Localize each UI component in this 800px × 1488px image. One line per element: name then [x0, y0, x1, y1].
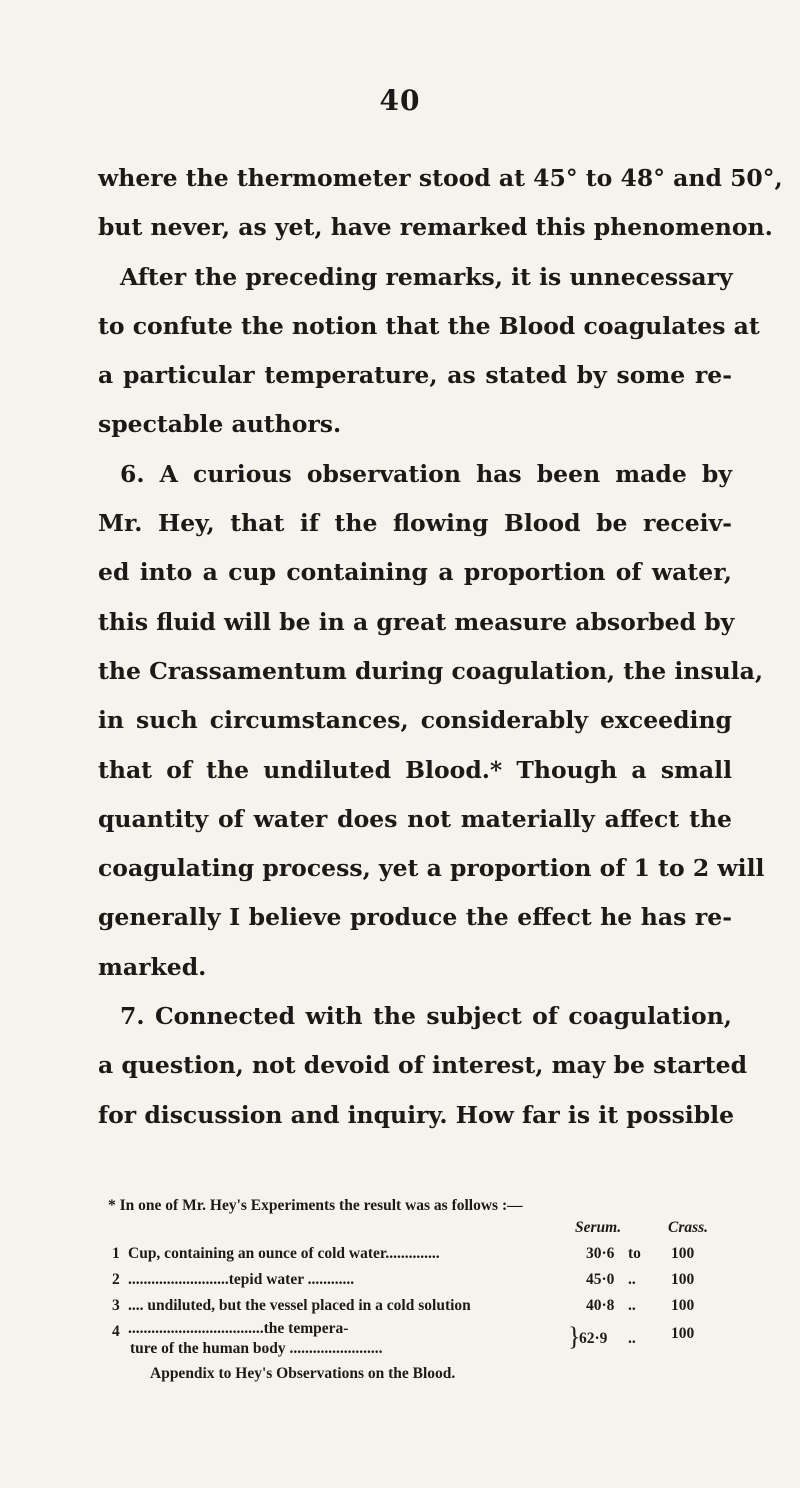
- row-description: .... undiluted, but the vessel placed in a cold solution: [128, 1297, 471, 1314]
- row-crass-value: 100: [671, 1325, 695, 1342]
- footnote-citation: Appendix to Hey's Observations on the Blood.: [150, 1365, 456, 1382]
- body-text: [98, 154, 783, 1140]
- row-description-continued: ture of the human body ........................: [130, 1340, 383, 1357]
- brace-glyph: }: [568, 1322, 581, 1351]
- text-line: generally I believe produce the effect he has re-: [98, 903, 732, 932]
- text-line: quantity of water does not materially affect the: [98, 804, 732, 833]
- row-crass-value: 100: [671, 1245, 695, 1262]
- column-header-serum: Serum.: [575, 1219, 622, 1236]
- text-line: ed into a cup containing a proportion of water,: [98, 558, 732, 587]
- text-line: that of the undiluted Blood.* Though a small: [98, 755, 732, 784]
- row-serum-value: 40·8: [586, 1297, 615, 1314]
- text-line: 7. Connected with the subject of coagulation,: [120, 1002, 732, 1031]
- row-separator: ..: [628, 1297, 636, 1314]
- text-line: but never, as yet, have remarked this phenomenon.: [98, 213, 773, 242]
- row-number: 3: [112, 1297, 120, 1314]
- row-crass-value: 100: [671, 1271, 695, 1288]
- text-line: where the thermometer stood at 45° to 48° and 50°,: [98, 164, 783, 192]
- text-line: 6. A curious observation has been made by: [120, 459, 732, 488]
- row-number: 2: [112, 1271, 120, 1288]
- text-line: spectable authors.: [98, 410, 342, 439]
- text-line: in such circumstances, considerably exceeding: [98, 706, 732, 735]
- text-line: coagulating process, yet a proportion of 1 to 2 will: [98, 854, 765, 883]
- text-line: Mr. Hey, that if the flowing Blood be receiv-: [98, 509, 732, 538]
- footnote-row: [98, 1267, 734, 1293]
- row-description: ..........................tepid water ............: [128, 1271, 355, 1288]
- row-separator: ..: [628, 1330, 636, 1347]
- row-number: 4: [112, 1323, 120, 1340]
- page-number: 40: [379, 84, 421, 117]
- text-line: to confute the notion that the Blood coagulates at: [98, 311, 760, 340]
- row-crass-value: 100: [671, 1297, 695, 1314]
- row-serum-value: 45·0: [586, 1271, 615, 1288]
- row-serum-value: 30·6: [586, 1245, 615, 1262]
- footnote-column-headers: [98, 1219, 734, 1241]
- row-description: Cup, containing an ounce of cold water..............: [128, 1245, 440, 1262]
- footnote: [98, 1193, 734, 1387]
- footnote-row: [98, 1319, 734, 1361]
- row-description: ...................................the tempera-: [128, 1320, 349, 1337]
- row-serum-value: 62·9: [579, 1330, 608, 1347]
- row-number: 1: [112, 1245, 120, 1262]
- text-line: for discussion and inquiry. How far is it possible: [98, 1100, 735, 1129]
- text-line: this fluid will be in a great measure absorbed by: [98, 607, 735, 636]
- row-separator: to: [628, 1245, 641, 1262]
- text-line: a particular temperature, as stated by some re-: [98, 361, 732, 390]
- footnote-intro: * In one of Mr. Hey's Experiments the result was as follows :—: [108, 1197, 523, 1214]
- text-line: After the preceding remarks, it is unnecessary: [120, 262, 733, 291]
- text-line: marked.: [98, 952, 207, 981]
- column-header-crass: Crass.: [668, 1219, 709, 1236]
- text-line: the Crassamentum during coagulation, the insula,: [98, 656, 764, 685]
- footnote-row: [98, 1241, 734, 1267]
- row-separator: ..: [628, 1271, 636, 1288]
- text-line: a question, not devoid of interest, may be started: [98, 1051, 748, 1080]
